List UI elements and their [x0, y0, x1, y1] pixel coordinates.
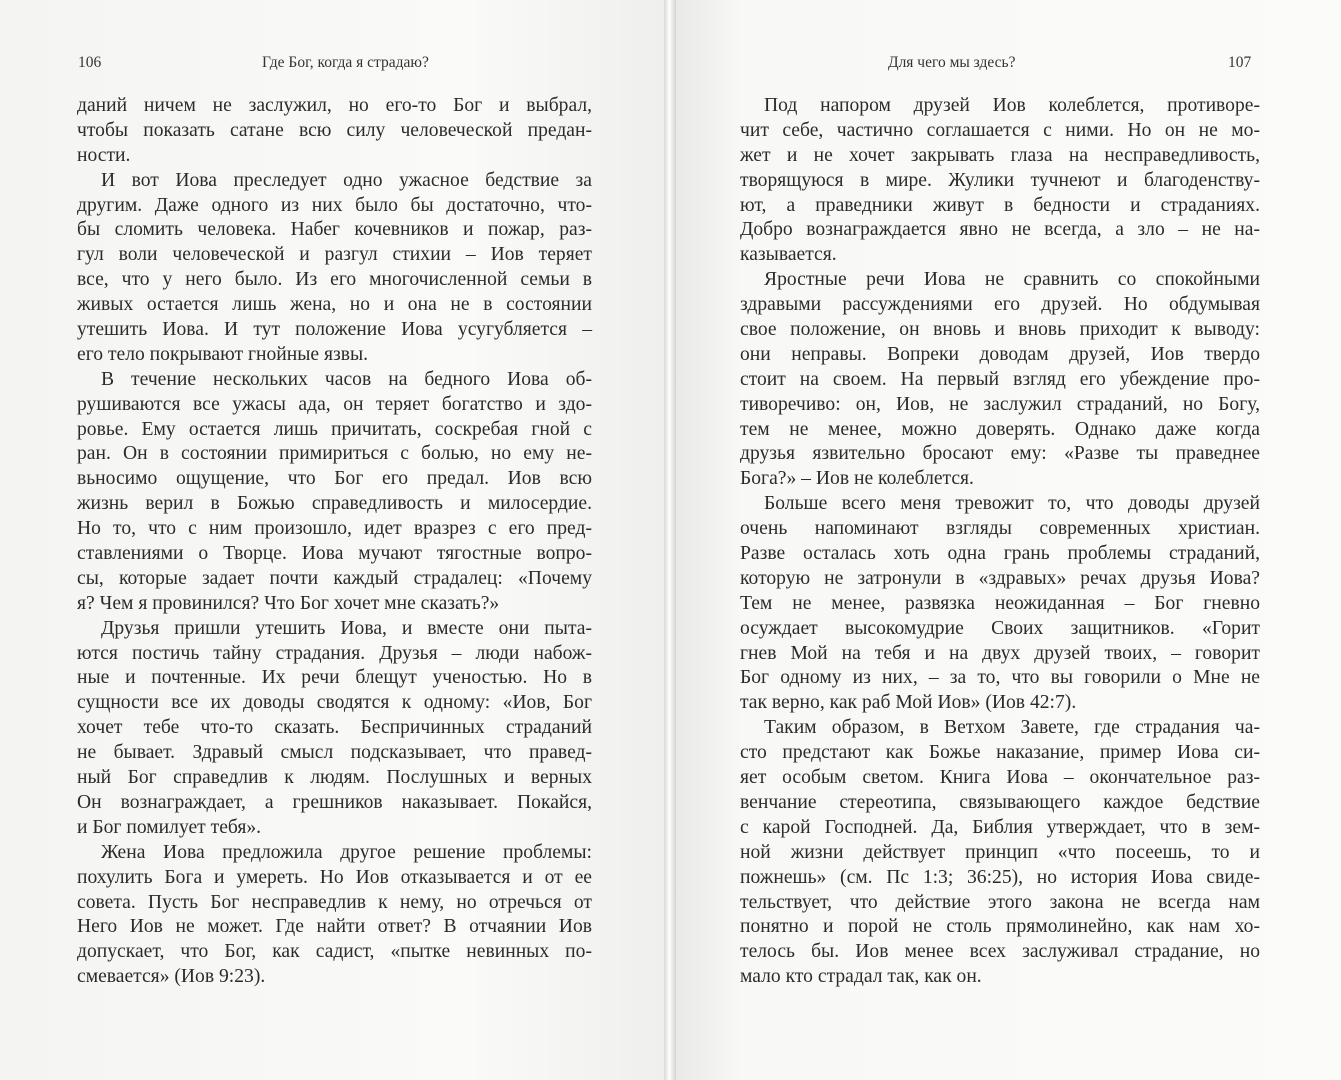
- text-line: ран. Он в состоянии примириться с болью, но ему не-: [77, 443, 592, 465]
- text-line: Яростные речи Иова не сравнить со спокойными: [764, 269, 1260, 291]
- right-page: [676, 0, 1341, 1080]
- text-line: Бога?» – Иов не колеблется.: [740, 468, 974, 490]
- text-line: чтобы показать сатане всю силу человеческой предан-: [77, 119, 592, 141]
- text-line: бы сломить человека. Набег кочевников и пожар, раз-: [77, 219, 592, 241]
- text-line: Он вознаграждает, а грешников наказывает. Покайся,: [77, 791, 592, 813]
- running-head: Для чего мы здесь?: [888, 54, 1016, 71]
- text-line: Тем не менее, развязка неожиданная – Бог гневно: [740, 592, 1260, 614]
- text-line: Но то, что с ним произошло, идет вразрез с его пред-: [77, 518, 592, 540]
- text-line: очень напоминают взгляды современных христиан.: [740, 518, 1260, 540]
- text-line: и Бог помилует тебя».: [77, 816, 262, 838]
- text-line: ровье. Ему остается лишь причитать, соскребая гной с: [77, 418, 592, 440]
- text-line: допускает, что Бог, как садист, «пытке невинных по-: [77, 941, 592, 963]
- left-page: [0, 0, 664, 1080]
- text-line: Жена Иова предложила другое решение проблемы:: [101, 841, 592, 863]
- text-line: вьносимо ощущение, что Бог его предал. Иов всю: [77, 468, 592, 490]
- text-line: мало кто страдал так, как он.: [740, 966, 982, 988]
- page-number: 107: [1228, 54, 1252, 71]
- text-line: совета. Пусть Бог несправедлив к нему, но отречься от: [77, 891, 592, 913]
- text-line: здравыми рассуждениями его друзей. Но обдумывая: [740, 294, 1260, 316]
- text-line: венчание стереотипа, связывающего каждое бедствие: [740, 791, 1260, 813]
- text-line: творящуюся в мире. Жулики тучнеют и благоденству-: [740, 169, 1260, 191]
- page-body: [77, 94, 592, 990]
- text-line: жет и не хочет закрывать глаза на несправедливость,: [740, 144, 1260, 166]
- text-line: И вот Иова преследует одно ужасное бедствие за: [101, 169, 592, 191]
- text-line: смевается» (Иов 9:23).: [77, 966, 266, 988]
- text-line: тем не менее, можно доверять. Однако даже когда: [740, 418, 1260, 440]
- text-line: рушиваются все ужасы ада, он теряет богатство и здо-: [77, 393, 592, 415]
- text-line: пожнешь» (см. Пс 1:3; 36:25), но история Иова свиде-: [740, 866, 1260, 888]
- text-line: телось бы. Иов менее всех заслуживал страдание, но: [740, 941, 1260, 963]
- text-line: сы, которые задает почти каждый страдалец: «Почему: [77, 567, 592, 589]
- text-line: Больше всего меня тревожит то, что доводы друзей: [764, 493, 1260, 515]
- text-line: живых остается лишь жена, но и она не в состоянии: [77, 294, 592, 316]
- text-line: не бывает. Здравый смысл подсказывает, что правед-: [77, 742, 592, 764]
- text-line: они неправы. Вопреки доводам друзей, Иов твердо: [740, 343, 1260, 365]
- text-line: которую не затронули в «здравых» речах друзья Иова?: [740, 567, 1260, 589]
- text-line: другим. Даже одного из них было бы достаточно, что-: [77, 194, 592, 216]
- text-line: казывается.: [740, 244, 837, 266]
- text-line: Бог одному из них, – за то, что вы говорили о Мне не: [740, 667, 1260, 689]
- text-line: Него Иов не может. Где найти ответ? В отчаянии Иов: [77, 916, 592, 938]
- text-line: Разве осталась хоть одна грань проблемы страданий,: [740, 543, 1260, 565]
- text-line: понятно и порой не столь прямолинейно, как нам хо-: [740, 916, 1260, 938]
- text-line: Таким образом, в Ветхом Завете, где страдания ча-: [764, 717, 1260, 739]
- page-number: 106: [78, 54, 102, 71]
- text-line: тельствует, что действие этого закона не всегда нам: [740, 891, 1260, 913]
- text-line: так верно, как раб Мой Иов» (Иов 42:7).: [740, 692, 1077, 714]
- text-line: ные и почтенные. Их речи блещут ученостью. Но в: [77, 667, 592, 689]
- text-line: похулить Бога и умереть. Но Иов отказывается и от ее: [77, 866, 592, 888]
- text-line: стоит на своем. На первый взгляд его убеждение про-: [740, 368, 1260, 390]
- text-line: свое положение, он вновь и вновь приходит к выводу:: [740, 319, 1260, 341]
- text-line: ставлениями о Творце. Иова мучают тягостные вопро-: [77, 543, 592, 565]
- text-line: я? Чем я провинился? Что Бог хочет мне сказать?»: [77, 592, 500, 614]
- text-line: сто предстают как Божье наказание, пример Иова си-: [740, 742, 1260, 764]
- text-line: ной жизни действует принцип «что посеешь, то и: [740, 841, 1260, 863]
- text-line: ный Бог справедлив к людям. Послушных и верных: [77, 767, 592, 789]
- text-line: гнев Мой на тебя и на двух друзей твоих, – говорит: [740, 642, 1260, 664]
- text-line: Добро вознаграждается явно не всегда, а зло – не на-: [740, 219, 1260, 241]
- text-line: хочет тебе что-то сказать. Беспричинных страданий: [77, 717, 592, 739]
- running-head: Где Бог, когда я страдаю?: [262, 54, 429, 71]
- text-line: чит себе, частично соглашается с ними. Но он не мо-: [740, 119, 1260, 141]
- text-line: В течение нескольких часов на бедного Иова об-: [101, 368, 592, 390]
- text-line: яет особым светом. Книга Иова – окончательное раз-: [740, 767, 1260, 789]
- text-line: его тело покрывают гнойные язвы.: [77, 343, 369, 365]
- text-line: даний ничем не заслужил, но его-то Бог и выбрал,: [77, 95, 592, 116]
- text-line: Друзья пришли утешить Иова, и вместе они пыта-: [101, 617, 592, 639]
- text-line: ют, а праведники живут в бедности и страданиях.: [740, 194, 1260, 216]
- text-line: с карой Господней. Да, Библия утверждает, что в зем-: [740, 816, 1260, 838]
- text-line: друзья язвительно бросают ему: «Разве ты праведнее: [740, 443, 1260, 465]
- page-body: [740, 94, 1260, 990]
- text-line: ются постичь тайну страдания. Друзья – люди набож-: [77, 642, 592, 664]
- text-line: осуждает высокомудрие Своих защитников. «Горит: [740, 617, 1260, 639]
- text-line: утешить Иова. И тут положение Иова усугубляется –: [77, 319, 592, 341]
- text-line: ности.: [77, 144, 131, 166]
- text-line: гул воли человеческой и разгул стихии – Иов теряет: [77, 244, 592, 266]
- text-line: сущности все их доводы сводятся к одному: «Иов, Бог: [77, 692, 592, 714]
- book-gutter: [664, 0, 676, 1080]
- text-line: жизнь верил в Божью справедливость и милосердие.: [77, 493, 592, 515]
- text-line: все, что у него было. Из его многочисленной семьи в: [77, 269, 592, 291]
- text-line: Под напором друзей Иов колеблется, противоре-: [764, 95, 1260, 116]
- text-line: тиворечиво: он, Иов, не заслужил страданий, но Богу,: [740, 393, 1260, 415]
